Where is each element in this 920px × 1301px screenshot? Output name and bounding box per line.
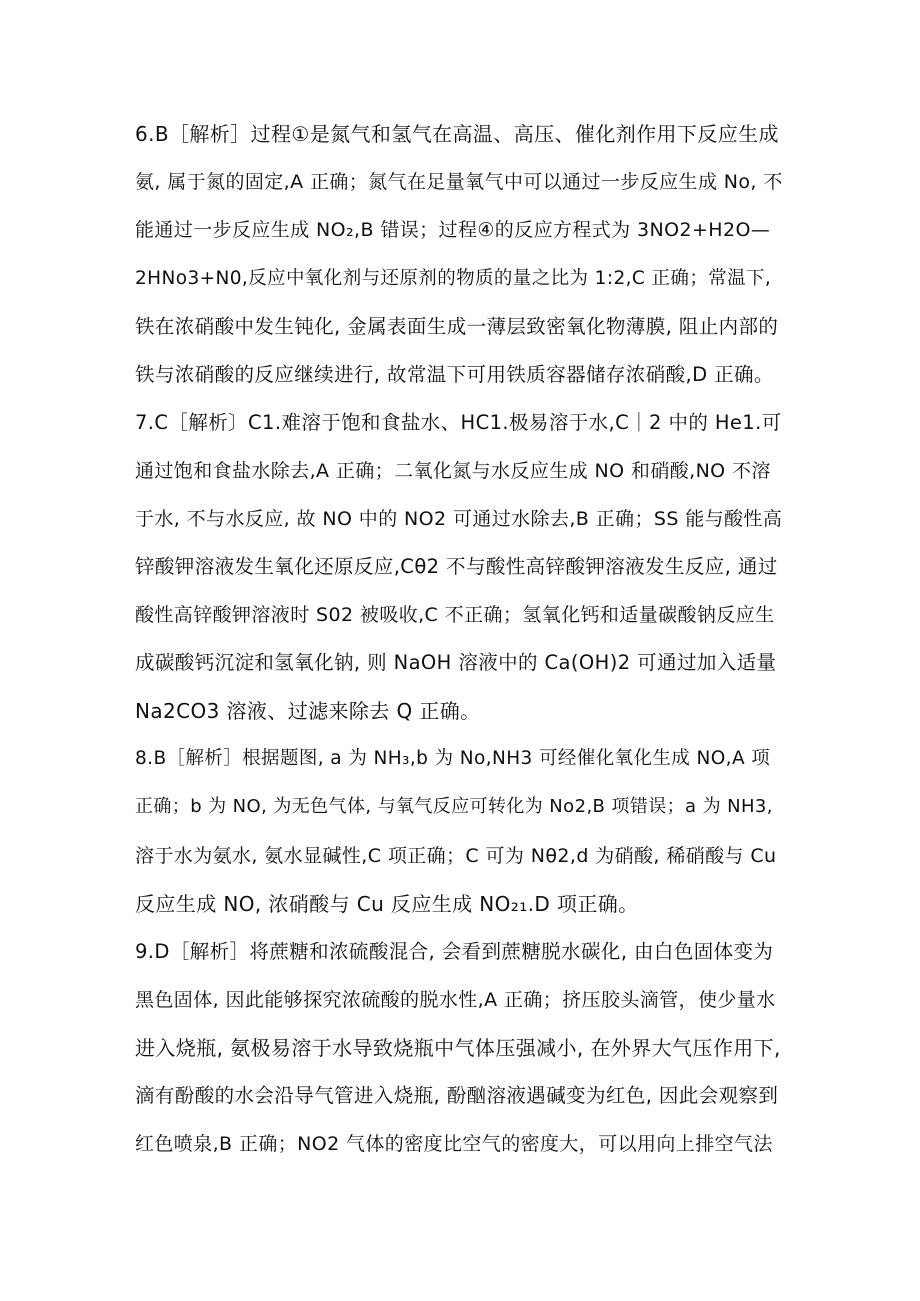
text-line: 能通过一步反应生成 NO₂,B 错误；过程④的反应方程式为 3NO2+H2O— — [135, 219, 771, 241]
text-line: Na2CO3 溶液、过滤来除去 Q 正确。 — [135, 699, 481, 723]
text-line: 反应生成 NO, 浓硝酸与 Cu 反应生成 NO₂₁.D 项正确。 — [135, 892, 639, 916]
text-line: 铁与浓硝酸的反应继续进行, 故常温下可用铁质容器储存浓硝酸,D 正确。 — [135, 363, 774, 386]
text-line: 2HNo3+N0,反应中氧化剂与还原剂的物质的量之比为 1:2,C 正确；常温下, — [135, 268, 772, 289]
text-line: 氨, 属于氮的固定,A 正确；氮气在足量氧气中可以通过一步反应生成 No, 不 — [135, 171, 783, 193]
text-line: 溶于水为氨水, 氨水显碱性,C 项正确；C 可为 Nθ2,d 为硝酸, 稀硝酸与 Cu — [135, 845, 777, 867]
text-line: 进入烧瓶, 氨极易溶于水导致烧瓶中气体压强减小, 在外界大气压作用下, — [135, 1036, 781, 1060]
text-line: 6.B［解析］过程①是氮气和氢气在高温、高压、催化剂作用下反应生成 — [135, 122, 779, 146]
text-line: 正确；b 为 NO, 为无色气体, 与氧气反应可转化为 No2,B 项错误；a 为 NH3, — [135, 796, 773, 817]
text-line: 滴有酚酸的水会沿导气管进入烧瓶, 酚酗溶液遇碱变为红色, 因此会观察到 — [135, 1084, 779, 1107]
text-line: 9.D［解析］将蔗糖和浓硫酸混合, 会看到蔗糖脱水碳化, 由白色固体变为 — [135, 940, 774, 963]
text-line: 酸性高锌酸钾溶液时 S02 被吸收,C 不正确；氢氧化钙和适量碳酸钠反应生 — [135, 604, 775, 626]
text-line: 黑色固体, 因此能够探究浓硫酸的脱水性,A 正确；挤压胶头滴管，使少量水 — [135, 989, 776, 1011]
text-line: 通过饱和食盐水除去,A 正确；二氧化氮与水反应生成 NO 和硝酸,NO 不溶 — [135, 460, 771, 482]
text-line: 铁在浓硝酸中发生钝化, 金属表面生成一薄层致密氧化物薄膜, 阻止内部的 — [135, 315, 779, 338]
text-line: 成碳酸钙沉淀和氢氧化钠, 则 NaOH 溶液中的 Ca(OH)2 可通过加入适量 — [135, 651, 777, 674]
text-line: 红色喷泉,B 正确；NO2 气体的密度比空气的密度大，可以用向上排空气法 — [135, 1133, 773, 1155]
text-line: 7.C［解析〕C1.难溶于饱和食盐水、HC1.极易溶于水,C｜2 中的 He1.可 — [135, 411, 782, 434]
text-line: 于水, 不与水反应, 故 NO 中的 NO2 可通过水除去,B 正确；SS 能与酸性高 — [135, 508, 783, 530]
text-line: 8.B［解析］根据题图, a 为 NH₃,b 为 No,NH3 可经催化氧化生成 NO,A 项 — [135, 748, 771, 769]
text-line: 锌酸钾溶液发生氧化还原反应,Cθ2 不与酸性高锌酸钾溶液发生反应, 通过 — [135, 555, 778, 578]
